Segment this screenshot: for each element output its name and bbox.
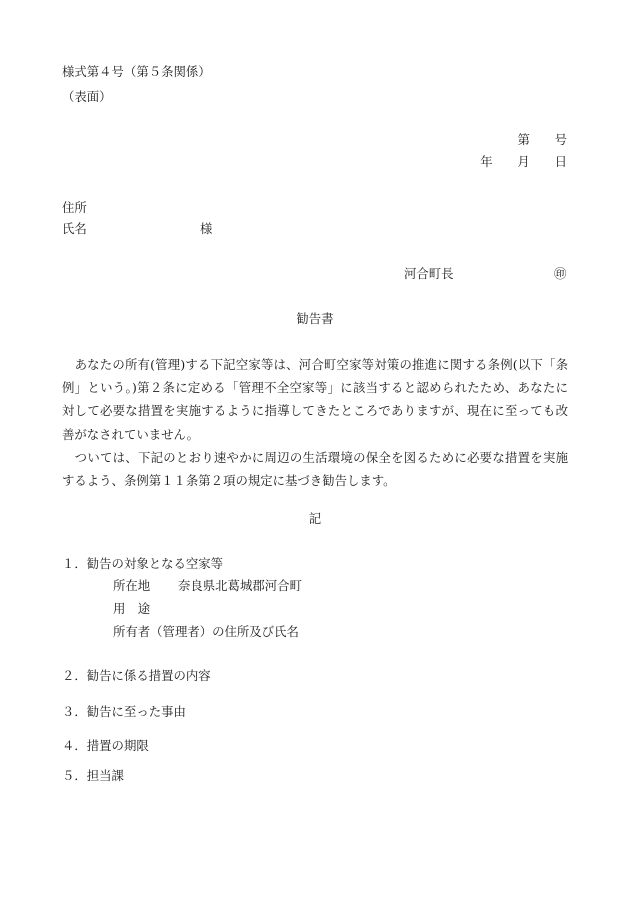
list-item <box>62 768 124 784</box>
item-detail-location <box>113 578 302 594</box>
body-line: 善がなされていません。 <box>62 426 200 442</box>
recipient-honorific: 様 <box>200 221 213 236</box>
item-label: 勧告に係る措置の内容 <box>86 668 211 683</box>
body-line: するよう、条例第１１条第２項の規定に基づき勧告します。 <box>62 472 396 488</box>
list-item <box>62 556 223 572</box>
document-number: 第 号 <box>517 132 567 147</box>
list-item <box>62 738 149 754</box>
body-paragraph <box>62 446 568 492</box>
detail-label: 用 途 <box>113 601 151 616</box>
body-line: 例」という。)第２条に定める「管理不全空家等」に該当すると認められたため、あなたに <box>62 380 568 396</box>
item-number: １． <box>62 556 87 571</box>
item-label: 勧告の対象となる空家等 <box>86 556 224 571</box>
body-line: ついては、下記のとおり速やかに周辺の生活環境の保全を図るために必要な措置を実施 <box>62 449 568 465</box>
item-detail-usage <box>113 601 150 617</box>
item-label: 勧告に至った事由 <box>86 704 186 719</box>
item-number: ４． <box>62 738 87 753</box>
document-date: 年 月 日 <box>480 154 567 169</box>
form-label: 様式第４号（第５条関係） <box>62 64 211 79</box>
sender-title: 河合町長 <box>404 266 454 281</box>
list-item <box>62 704 186 720</box>
notes-heading: 記 <box>308 511 322 526</box>
item-number: ５． <box>62 768 87 783</box>
seal-icon: ㊞ <box>554 266 567 281</box>
list-item <box>62 668 211 684</box>
detail-value: 奈良県北葛城郡河合町 <box>178 578 302 593</box>
document-body <box>62 353 568 492</box>
side-label: （表面） <box>62 89 112 104</box>
document-title: 勧告書 <box>296 311 334 326</box>
detail-label: 所有者（管理者）の住所及び氏名 <box>113 624 299 639</box>
item-number: ２． <box>62 668 87 683</box>
body-line: あなたの所有(管理)する下記空家等は、河合町空家等対策の推進に関する条例(以下「条 <box>62 357 568 372</box>
item-label: 担当課 <box>86 768 124 783</box>
body-paragraph <box>62 353 568 446</box>
item-detail-owner <box>113 624 299 640</box>
recipient-address-label: 住所 <box>62 200 87 215</box>
item-label: 措置の期限 <box>86 738 149 753</box>
item-number: ３． <box>62 704 87 719</box>
recipient-name-label: 氏名 <box>62 221 87 236</box>
body-line: 対して必要な措置を実施するように指導してきたところでありますが、現在に至っても改 <box>62 403 568 419</box>
detail-label: 所在地 <box>113 578 151 593</box>
